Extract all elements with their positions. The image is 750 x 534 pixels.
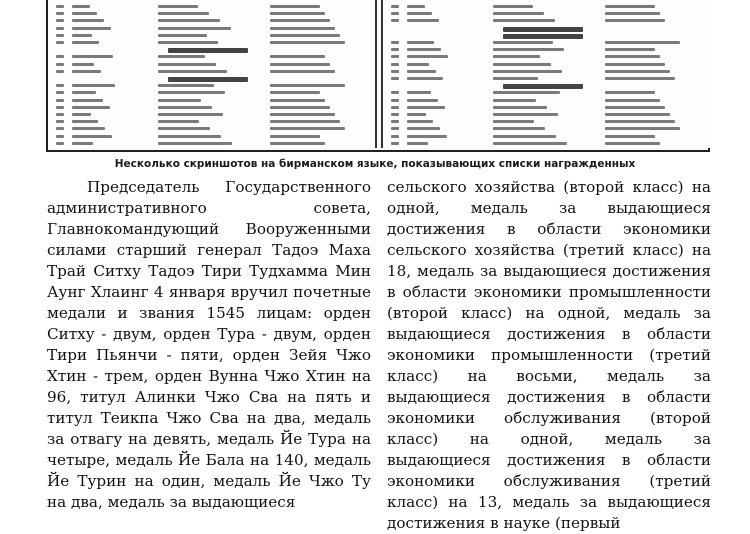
figure-caption: Несколько скриншотов на бирманском языке, показывающих списки награжденных	[114, 158, 636, 170]
article-column-right	[387, 177, 711, 534]
screenshot-line	[48, 25, 375, 32]
screenshot-line	[48, 118, 375, 125]
screenshot-line	[383, 39, 710, 46]
screenshot-line	[383, 125, 710, 132]
screenshot-line	[48, 32, 375, 39]
screenshot-line	[48, 53, 375, 60]
screenshot-award-list-right	[381, 0, 710, 148]
screenshot-line	[48, 46, 375, 53]
screenshot-line	[383, 53, 710, 60]
screenshot-line	[383, 133, 710, 140]
screenshot-line	[48, 82, 375, 89]
screenshot-award-list-left	[48, 0, 377, 148]
screenshot-line	[383, 25, 710, 32]
screenshot-line	[48, 10, 375, 17]
screenshot-line	[48, 125, 375, 132]
screenshot-line	[48, 97, 375, 104]
screenshot-line	[48, 75, 375, 82]
screenshot-line	[48, 89, 375, 96]
article-column-left	[47, 177, 371, 513]
screenshot-line	[383, 46, 710, 53]
screenshot-line	[383, 140, 710, 147]
screenshot-line	[48, 68, 375, 75]
screenshot-line	[383, 3, 710, 10]
screenshot-line	[48, 133, 375, 140]
screenshot-line	[383, 75, 710, 82]
screenshot-line	[383, 68, 710, 75]
article-paragraph-left: Председатель Государственного административного совета, Главнокомандующий Вооруженными силами старший генерал Тадоэ Маха Трай Ситху Тадоэ Тири Тудхамма Мин Аунг Хлаинг 4 января вручил почетные медали и звания 1545 лицам: орден Ситху - двум, орден Тура - двум, орден Тири Пьянчи - пяти, орден Зейя Чжо Хтин - трем, орден Вунна Чжо Хтин на 96, титул Алинки Чжо Сва на пять и титул Теикпа Чжо Сва на два, медаль за отвагу на девять, медаль Йе Тура на четыре, медаль Йе Бала на 140, медаль Йе Турин на один, медаль Йе Чжо Ту на два, медаль за выдающиеся	[47, 178, 371, 511]
screenshot-line	[383, 104, 710, 111]
screenshot-line	[383, 32, 710, 39]
screenshot-line	[383, 61, 710, 68]
screenshot-line	[383, 82, 710, 89]
screenshots-figure	[46, 0, 710, 152]
screenshot-line	[48, 111, 375, 118]
screenshot-line	[48, 104, 375, 111]
screenshot-line	[383, 10, 710, 17]
screenshot-line	[48, 140, 375, 147]
screenshot-line	[48, 3, 375, 10]
screenshot-line	[383, 89, 710, 96]
article-paragraph-right: сельского хозяйства (второй класс) на одной, медаль за выдающиеся достижения в области экономики сельского хозяйства (третий класс) на 18, медаль за выдающиеся достижения в области экономики промышленности (второй класс) на одной, медаль за выдающиеся достижения в области экономики промышленности (третий класс) на восьми, медаль за выдающиеся достижения в области экономики обслуживания (второй класс) на одной, медаль за выдающиеся достижения в области экономики обслуживания (третий класс) на 13, медаль за выдающиеся достижения в науке (первый	[387, 178, 711, 532]
screenshot-line	[383, 111, 710, 118]
screenshot-line	[48, 39, 375, 46]
screenshot-line	[383, 97, 710, 104]
screenshot-line	[383, 118, 710, 125]
screenshot-line	[48, 17, 375, 24]
screenshot-line	[383, 17, 710, 24]
screenshot-line	[48, 61, 375, 68]
